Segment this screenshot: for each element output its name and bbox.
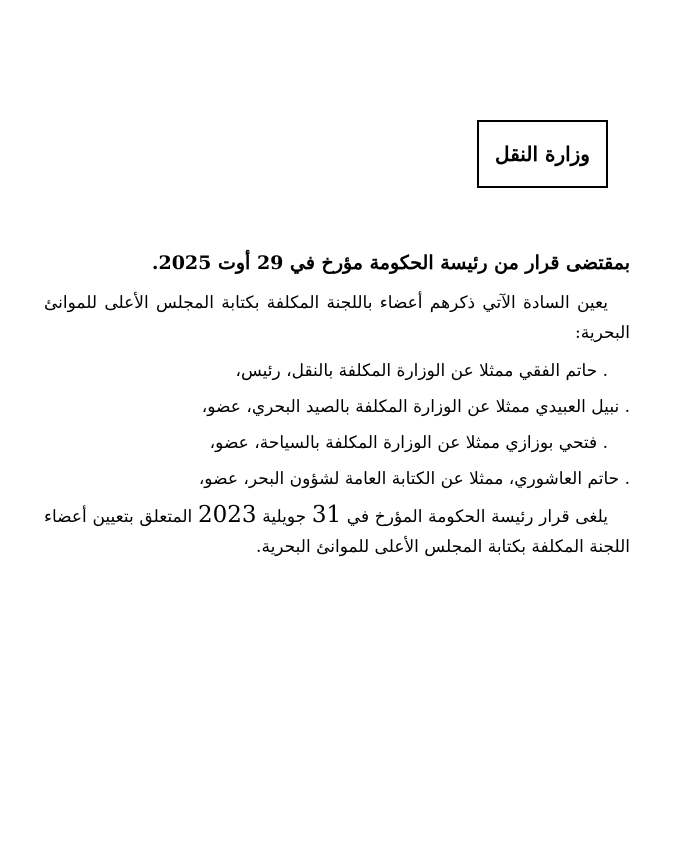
decree-content — [44, 248, 630, 579]
member-item: . نبيل العبيدي ممثلا عن الوزارة المكلفة بالصيد البحري، عضو، — [201, 397, 630, 417]
decree-title: بمقتضى قرار من رئيسة الحكومة مؤرخ في 29 أوت 2025. — [151, 252, 630, 274]
member-list — [44, 356, 630, 494]
decree-repeal-paragraph — [44, 500, 630, 562]
repeal-year: 2023 — [197, 502, 257, 528]
member-item: . حاتم العاشوري، ممثلا عن الكتابة العامة لشؤون البحر، عضو، — [198, 469, 630, 489]
member-item: . فتحي بوزازي ممثلا عن الوزارة المكلفة بالسياحة، عضو، — [209, 433, 608, 453]
repeal-month: جويلية — [262, 507, 307, 527]
repeal-day: 31 — [311, 502, 342, 528]
repeal-prefix: يلغى قرار رئيسة الحكومة المؤرخ في — [346, 507, 608, 527]
repeal-suffix: المتعلق بتعيين أعضاء اللجنة المكلفة بكتابة المجلس الأعلى للموانئ البحرية. — [44, 507, 630, 557]
member-item: . حاتم الفقي ممثلا عن الوزارة المكلفة بالنقل، رئيس، — [235, 361, 608, 381]
ministry-name: وزارة النقل — [495, 142, 590, 166]
ministry-header-box — [477, 120, 608, 188]
decree-intro: يعين السادة الآتي ذكرهم أعضاء باللجنة المكلفة بكتابة المجلس الأعلى للموانئ البحرية: — [44, 293, 630, 343]
